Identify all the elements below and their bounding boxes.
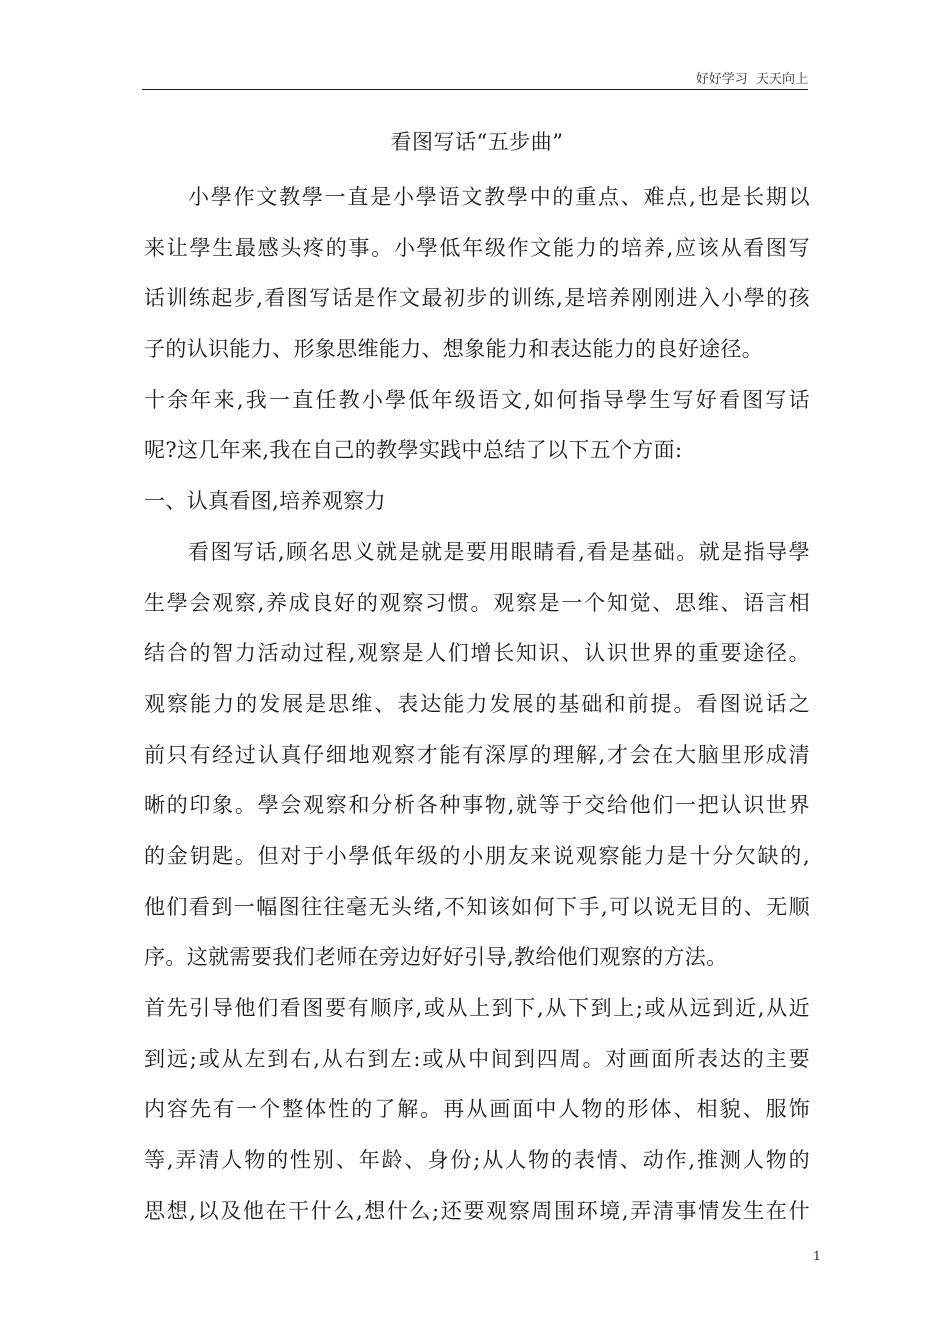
text-line: 的金钥匙。但对于小學低年级的小朋友来说观察能力是十分欠缺的, [144,843,810,868]
text-line: 话训练起步,看图写话是作文最初步的训练,是培养刚刚进入小學的孩 [144,286,810,311]
text-line: 等,弄清人物的性别、年龄、身份;从人物的表情、动作,推测人物的 [144,1148,810,1173]
text-line: 他们看到一幅图往往毫无头绪,不知该如何下手,可以说无目的、无顺 [144,894,810,919]
text-line: 来让學生最感头疼的事。小學低年级作文能力的培养,应该从看图写 [144,235,810,260]
document-body [144,122,810,1236]
text-line: 十余年来,我一直任教小學低年级语文,如何指导學生写好看图写话 [144,387,810,412]
text-line: 序。这就需要我们老师在旁边好好引导,教给他们观察的方法。 [144,945,728,970]
header-divider [142,89,808,90]
page-number: 1 [813,1249,821,1263]
text-line: 到远;或从左到右,从右到左:或从中间到四周。对画面所表达的主要 [144,1046,810,1071]
header-text: 好好学习 天天向上 [695,72,808,87]
text-line: 思想,以及他在干什么,想什么;还要观察周围环境,弄清事情发生在什 [144,1198,810,1223]
section-heading: 一、认真看图,培养观察力 [144,489,386,514]
text-line: 首先引导他们看图要有顺序,或从上到下,从下到上;或从远到近,从近 [144,996,810,1020]
text-line: 前只有经过认真仔细地观察才能有深厚的理解,才会在大脑里形成清 [144,742,810,767]
document-title: 看图写话“五步曲” [390,130,564,154]
text-line: 子的认识能力、形象思维能力、想象能力和表达能力的良好途径。 [144,337,764,362]
text-line: 观察能力的发展是思维、表达能力发展的基础和前提。看图说话之 [144,691,810,716]
text-line: 晰的印象。學会观察和分析各种事物,就等于交给他们一把认识世界 [144,793,810,818]
text-line: 内容先有一个整体性的了解。再从画面中人物的形体、相貌、服饰 [144,1097,810,1122]
text-line: 看图写话,顾名思义就是就是要用眼睛看,看是基础。就是指导學 [188,539,810,564]
text-line: 结合的智力活动过程,观察是人们增长知识、认识世界的重要途径。 [144,641,810,666]
text-line: 小學作文教學一直是小學语文教學中的重点、难点,也是长期以 [188,185,810,209]
text-line: 生學会观察,养成良好的观察习惯。观察是一个知觉、思维、语言相 [144,590,810,615]
text-line: 呢?这几年来,我在自己的教學实践中总结了以下五个方面: [144,438,683,463]
